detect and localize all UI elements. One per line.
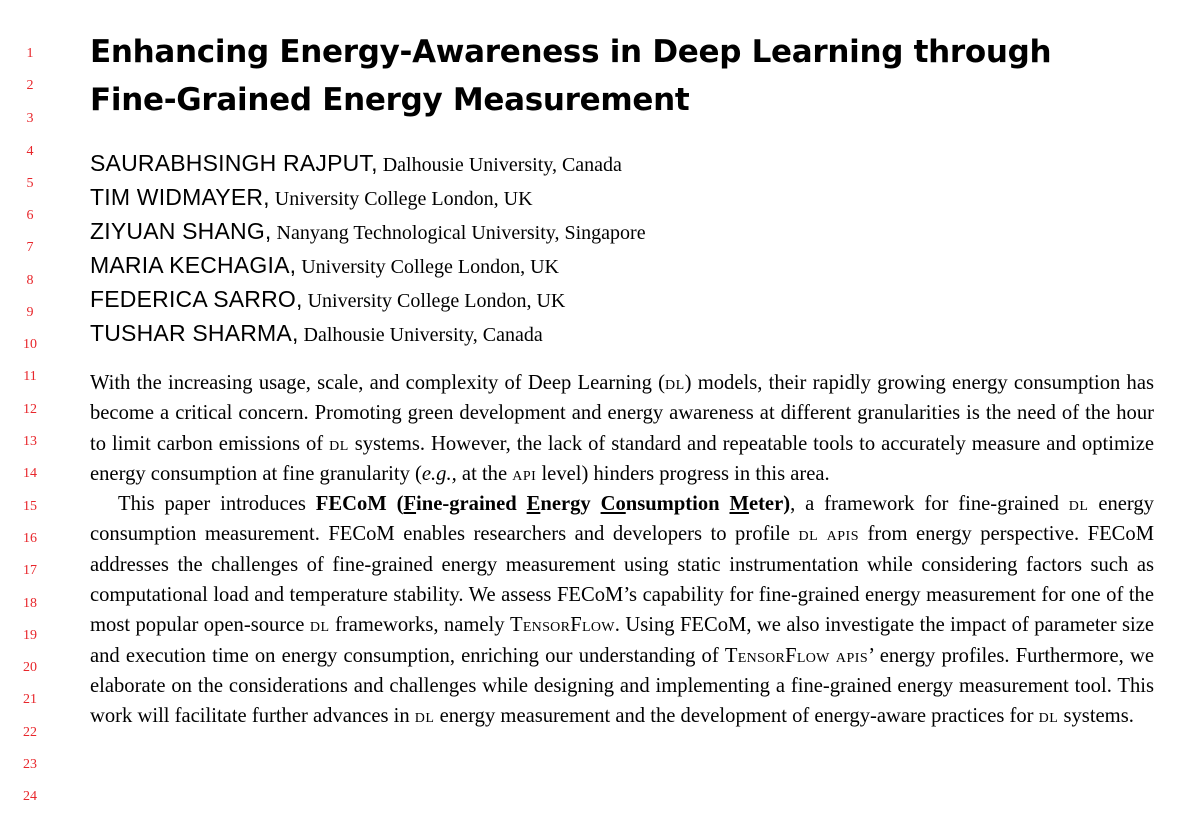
acronym-dl: dl [309, 614, 330, 637]
line-number: 18 [23, 596, 37, 611]
author-entry [90, 146, 646, 180]
abstract-text: level) hinders progress in this area. [536, 462, 830, 485]
abstract-text: systems. [1058, 705, 1134, 728]
abstract-paragraph-2 [90, 489, 1154, 731]
author-name: ZIYUAN SHANG, [90, 218, 272, 244]
author-entry [90, 180, 646, 214]
underlined-letter: M [729, 493, 749, 516]
line-number: 13 [23, 434, 37, 449]
abstract-text: ’ energy profiles. Furthermore, we elaborate on the considerations and challenges while designing and implementing a fine-grained energy measurement tool. This work will facilitate further advances in [90, 644, 1154, 728]
author-affiliation: Dalhousie University, Canada [377, 154, 622, 176]
abstract-text [818, 523, 827, 545]
author-name: SAURABHSINGH RAJPUT, [90, 150, 378, 176]
line-number: 2 [26, 78, 34, 93]
author-entry [90, 214, 646, 248]
abstract-text: energy consumption measurement. FECoM enables researchers and developers to profile [90, 493, 1154, 546]
fecom-word: nergy [540, 493, 601, 516]
acronym-dl: dl [1038, 705, 1059, 728]
abstract-text: , a framework for fine-grained [790, 493, 1069, 516]
abstract-text: frameworks, namely [329, 614, 510, 637]
line-number: 6 [26, 208, 34, 223]
line-number: 10 [23, 337, 37, 352]
abstract-text: . Using FECoM, we also investigate the impact of parameter size and execution time on energy consumption, enriching our understanding of [90, 614, 1154, 667]
acronym-dl: dl [798, 523, 819, 546]
line-number: 9 [26, 305, 34, 320]
title-line-1: Enhancing Energy-Awareness in Deep Learning through [90, 34, 1052, 70]
acronym-dl: dl [414, 705, 435, 728]
abstract-text: at the [456, 462, 513, 485]
tensorflow-name: TensorFlow [509, 614, 615, 637]
line-number: 23 [23, 757, 37, 772]
line-number: 12 [23, 402, 37, 417]
author-name: TUSHAR SHARMA, [90, 320, 299, 346]
author-affiliation: University College London, UK [302, 290, 566, 312]
line-number: 15 [23, 499, 37, 514]
abstract-text: energy measurement and the development of energy-aware practices for [434, 705, 1039, 728]
author-name: TIM WIDMAYER, [90, 184, 270, 210]
line-number: 17 [23, 563, 37, 578]
line-number-gutter [0, 0, 60, 819]
line-number: 16 [23, 531, 37, 546]
line-number: 20 [23, 660, 37, 675]
author-affiliation: University College London, UK [269, 188, 533, 210]
line-number: 22 [23, 725, 37, 740]
abstract-text: With the increasing usage, scale, and complexity of Deep Learning ( [90, 372, 665, 394]
line-number: 5 [26, 176, 34, 191]
acronym-api: api [512, 462, 537, 485]
line-number: 1 [26, 46, 34, 61]
paper-title [90, 28, 1051, 124]
title-line-2: Fine-Grained Energy Measurement [90, 82, 690, 118]
author-name: FEDERICA SARRO, [90, 286, 303, 312]
line-number: 7 [26, 240, 34, 255]
acronym-apis: apis [835, 644, 869, 667]
acronym-apis: apis [826, 523, 859, 546]
fecom-name: FECoM ( [315, 493, 404, 516]
author-affiliation: Dalhousie University, Canada [298, 324, 543, 346]
abstract-text-italic: e.g., [421, 462, 457, 485]
underlined-letter: F [403, 493, 417, 516]
fecom-word: ine-grained [416, 493, 527, 516]
line-number: 8 [26, 273, 34, 288]
line-number: 21 [23, 692, 37, 707]
tensorflow-name: TensorFlow [724, 644, 830, 667]
line-number: 3 [26, 111, 34, 126]
author-affiliation: Nanyang Technological University, Singapore [271, 222, 646, 244]
acronym-dl: dl [329, 432, 349, 455]
underlined-letter: E [526, 493, 541, 516]
author-entry [90, 282, 646, 316]
line-number: 19 [23, 628, 37, 643]
underlined-letter: Co [600, 493, 626, 516]
fecom-word: eter) [748, 493, 791, 516]
line-number: 14 [23, 466, 37, 481]
author-entry [90, 316, 646, 350]
acronym-dl: dl [1068, 493, 1089, 516]
abstract-text: This paper introduces [118, 493, 316, 516]
abstract [90, 368, 1154, 732]
abstract-paragraph-1 [90, 368, 1154, 489]
fecom-expansion [316, 493, 790, 515]
fecom-word: nsumption [625, 493, 730, 516]
line-number: 11 [23, 369, 37, 384]
abstract-text: from energy perspective. FECoM addresses the challenges of fine-grained energy measurement using static instrumentation while considering factors such as computational load and temperature stability. We assess FECoM’s capability for fine-grained energy measurement for one of the most popular open-source [90, 523, 1154, 637]
acronym-dl: dl [664, 372, 685, 394]
abstract-text: ) models, their rapidly growing energy consumption has become a critical concern. Promoting green development and energy awareness at different granularities is the need of the hour to limit carbon emissions of [90, 372, 1154, 455]
author-affiliation: University College London, UK [296, 256, 559, 278]
author-name: MARIA KECHAGIA, [90, 252, 297, 278]
author-list [90, 146, 646, 350]
author-entry [90, 248, 646, 282]
line-number: 4 [26, 144, 34, 159]
abstract-text: systems. However, the lack of standard and repeatable tools to accurately measure and optimize energy consumption at fine granularity ( [90, 432, 1154, 485]
line-number: 24 [23, 789, 37, 804]
